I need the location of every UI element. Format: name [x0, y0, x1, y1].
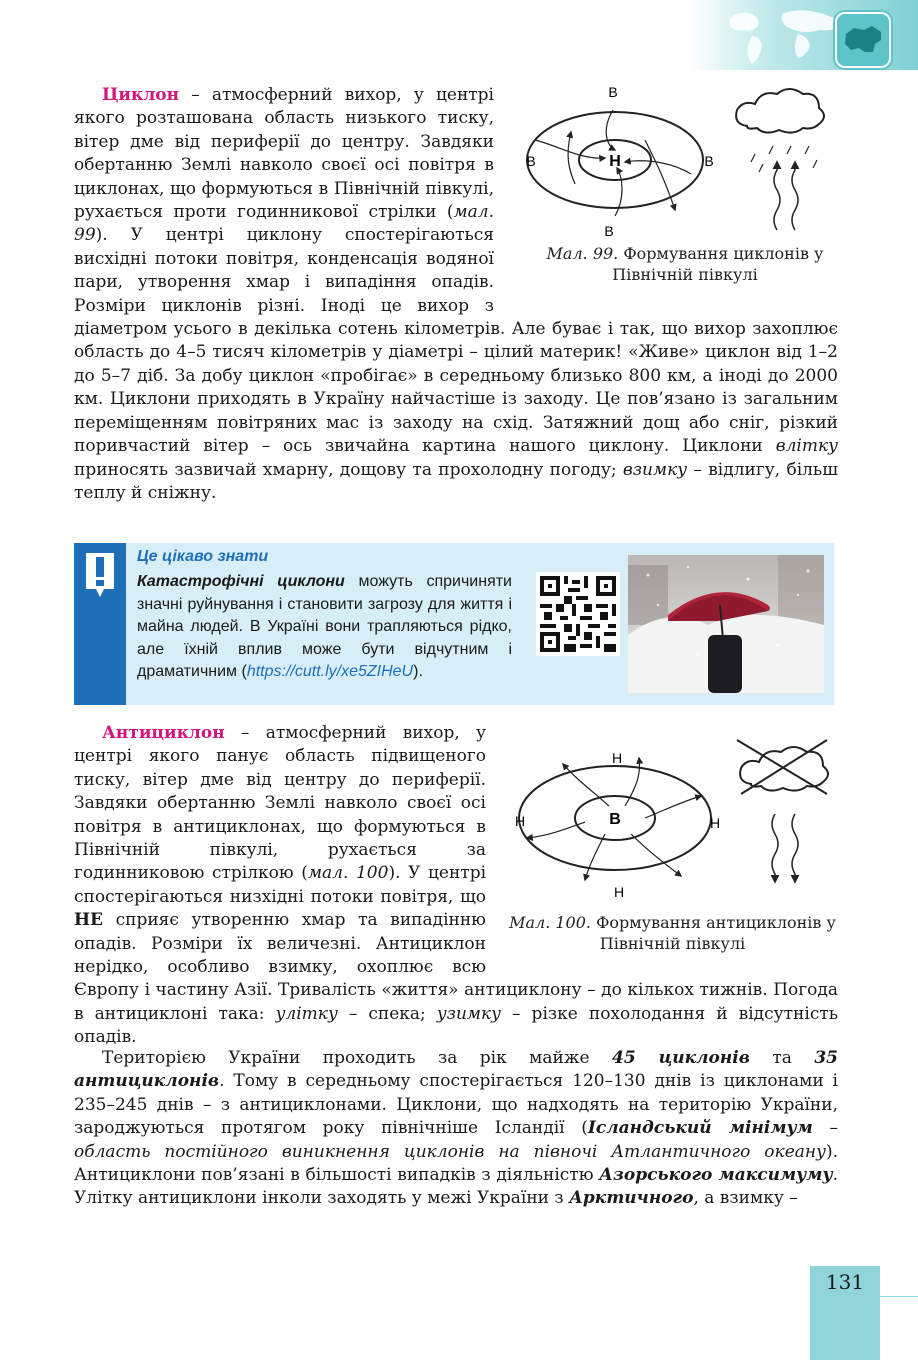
- anticyclone-right-label: Н: [709, 815, 721, 831]
- p3-text-6: . Улітку антициклони інколи заходять у межі України з: [74, 1165, 839, 1209]
- figure-100-caption-text: Формування антициклонів у Північній півкулі: [590, 913, 836, 953]
- anticyclone-text-2: ). У центрі спостерігаються низхідні потоки повітря, що: [74, 863, 487, 907]
- anticyclone-left-label: Н: [514, 813, 526, 829]
- ukraine-cyclones-paragraph: [74, 1047, 838, 1211]
- cyclone-left-label: В: [526, 153, 536, 169]
- anticyclone-text-4: – спека;: [337, 1003, 437, 1024]
- fact-box-bar: [74, 543, 126, 705]
- qr-code-graphic: [536, 572, 620, 656]
- anticyclone-bottom-label: Н: [613, 884, 625, 900]
- figure-100-ref: Мал. 100.: [509, 913, 591, 932]
- anticyclone-top-label: Н: [611, 750, 623, 766]
- p3-arctic: Арктичного: [569, 1188, 694, 1209]
- cyclone-center-label: Н: [609, 153, 621, 170]
- cyclone-summer: влітку: [775, 436, 838, 457]
- p3-text-2: та: [749, 1048, 815, 1068]
- exclamation-icon: [74, 543, 126, 623]
- fact-box-title: Це цікаво знати: [137, 548, 269, 565]
- cyclone-top-label: В: [608, 84, 618, 100]
- anticyclone-fig-ref: мал. 100: [307, 863, 389, 884]
- cyclone-text-3: приносять зазвичай хмарну, дощову та прохолодну погоду;: [74, 459, 623, 480]
- cyclone-term: Циклон: [102, 85, 180, 105]
- p3-iceland-definition: область постійного виникнення циклонів на півночі Атлантичного океану: [74, 1141, 826, 1162]
- anticyclone-term: Антициклон: [102, 723, 225, 743]
- ukraine-map-badge-icon: [835, 12, 891, 68]
- cyclone-winter: взимку: [622, 459, 688, 480]
- fact-box-link[interactable]: https://cutt.ly/xe5ZIHeU: [246, 663, 414, 680]
- p3-text-4: –: [812, 1118, 839, 1139]
- page-number: 131: [825, 1270, 865, 1294]
- cyclone-text-1: – атмосферний вихор, у центрі якого розташована область низького тиску, вітер дме від периферії до центру. Завдяки обертанню Землі навколо своєї осі повітря в циклонах, що формуються в Північній півкулі, рухається проти годинникової стрілки (: [74, 85, 494, 223]
- snowstorm-umbrella-photo: [628, 555, 824, 693]
- ukraine-map-icon: [837, 14, 889, 66]
- page-number-rule: [880, 1296, 918, 1297]
- cyclone-fig-ref: мал. 99: [74, 202, 494, 246]
- snowstorm-photo-graphic: [628, 555, 824, 693]
- cyclone-bottom-label: В: [604, 223, 614, 239]
- p3-text-7: , а взимку –: [693, 1188, 798, 1209]
- anticyclone-text-5: – різке похолодання й відсутність опадів.: [74, 1003, 839, 1048]
- fact-box-text: [137, 571, 512, 684]
- anticyclone-text-1: – атмосферний вихор, у центрі якого панує область підвищеного тиску, вітер дме від центру до периферії. Завдяки обертанню Землі навколо своєї осі повітря в антициклонах, що формуються в Північній півкулі, рухається за годинниковою стрілкою (: [74, 723, 486, 884]
- qr-code-icon[interactable]: [536, 572, 620, 656]
- cyclone-text-2: ). У центрі циклону спостерігаються висхідні потоки повітря, конденсація водяної пари, утворення хмар і випадіння опадів. Розміри циклонів різні. Іноді це вихор з діаметром усього в декілька сотень кілометрів. Але буває і так, що вихор захоплює область до 4–5 тисяч кілометрів у діаметрі – цілий материк! «Живе» циклон від 1–2 до 5–7 діб. За добу циклон «пробігає» в середньому близько 800 км, а іноді до 2000 км. Циклони приходять в Україну найчастіше із заходу. Це пов’язано із загальним переміщенням повітряних мас із заходу на схід. Затяжний дощ або сніг, різкий поривчастий вітер – ось звичайна картина нашого циклону. Циклони: [74, 225, 838, 457]
- p3-text-5: ). Антициклони пов’язані в більшості випадків з діяльністю: [74, 1141, 838, 1186]
- fact-box-term: Катастрофічні циклони: [137, 573, 345, 590]
- anticyclone-summer: улітку: [275, 1003, 338, 1024]
- fact-box-end: ).: [413, 663, 423, 680]
- figure-99-caption-text: Формування циклонів у Північній півкулі: [612, 244, 824, 284]
- anticyclone-text-3: сприяє утворенню хмар та випадінню опадів. Розміри їх величезні. Антициклон нерідко, особливо взимку, охоплює всю Європу і частину Азії. Тривалість «життя» антициклону – до кількох тижнів. Погода в антициклоні така:: [74, 910, 838, 1024]
- p3-text-3: . Тому в середньому спостерігається 120–130 днів із циклонами і 235–245 днів – з антициклонами. Циклони, що надходять на територію України, зароджуються протягом року північніше Ісландії (: [74, 1071, 838, 1139]
- p3-azores-high: Азорського максимуму: [599, 1165, 833, 1186]
- p3-cyclone-count: 45 циклонів: [611, 1048, 750, 1068]
- p3-iceland-low: Ісландський мінімум: [587, 1118, 813, 1139]
- anticyclone-center-label: В: [609, 811, 621, 828]
- cyclone-paragraph: [74, 84, 838, 505]
- p3-anticyclone-count: 35 антициклонів: [74, 1048, 838, 1092]
- anticyclone-winter: узимку: [436, 1003, 502, 1024]
- fact-box-body: можуть спричиняти значні руйнування і становити загрозу для життя і майна людей. В Україні вони трапляються рідко, але їхній вплив може бути відчутним і драматичним (: [137, 573, 512, 680]
- p3-text-1: Територією України проходить за рік майже: [102, 1048, 612, 1068]
- anticyclone-paragraph: [74, 722, 838, 1050]
- cyclone-text-4: – відлигу, більш теплу й сніжну.: [74, 459, 838, 503]
- anticyclone-not: НЕ: [74, 910, 104, 931]
- cyclone-right-label: В: [704, 153, 714, 169]
- figure-99-ref: Мал. 99.: [546, 244, 619, 263]
